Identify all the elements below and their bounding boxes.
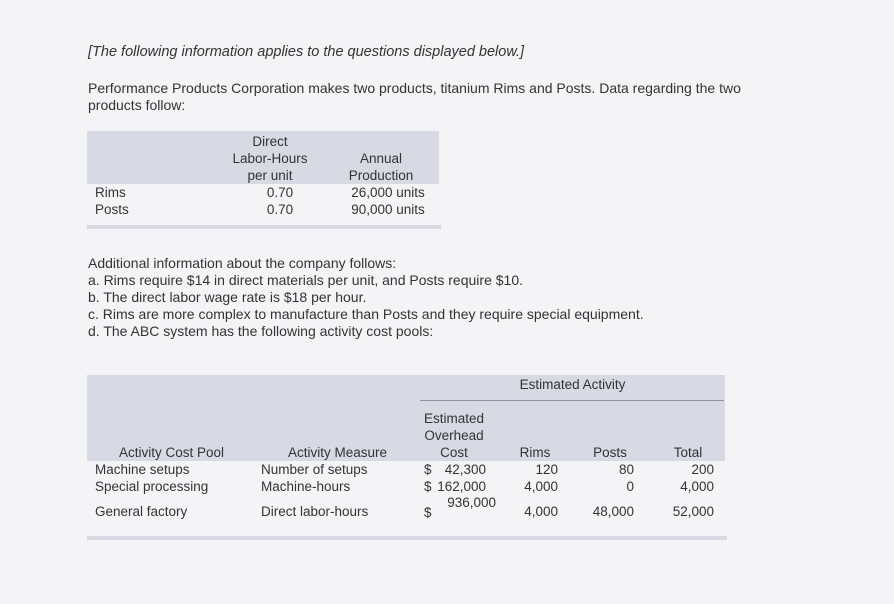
estimated-activity-header: Estimated Activity: [519, 377, 626, 392]
product-dlh-posts: 0.70: [266, 202, 294, 217]
cost-dollar-sign: $: [424, 479, 432, 494]
additional-info: [88, 255, 644, 340]
posts-special-processing: 0: [626, 479, 634, 494]
dlh-header-line2: Labor-Hours: [232, 151, 308, 166]
production-header-line1: Annual: [359, 151, 403, 166]
cost-dollar-sign: $: [424, 505, 432, 520]
additional-info-intro: Additional information about the company follows:: [88, 255, 397, 271]
rims-machine-setups: 120: [535, 462, 558, 477]
pool-column-header: Activity Cost Pool: [119, 445, 225, 460]
activity-table-bottom-rule: [87, 536, 727, 540]
total-special-processing: 4,000: [680, 479, 714, 494]
production-header-line2: Production: [348, 168, 414, 183]
product-name-rims: Rims: [95, 185, 126, 200]
products-table-bottom-rule: [87, 225, 441, 229]
product-name-posts: Posts: [95, 202, 129, 217]
rims-column-header: Rims: [519, 445, 551, 460]
additional-info-item-b: b. The direct labor wage rate is $18 per hour.: [88, 289, 367, 305]
dlh-header-line1: Direct: [252, 134, 288, 149]
additional-info-item-a: a. Rims require $14 in direct materials per unit, and Posts require $10.: [88, 272, 523, 288]
total-machine-setups: 200: [691, 462, 714, 477]
product-production-rims: 26,000 units: [351, 185, 425, 200]
additional-info-item-c: c. Rims are more complex to manufacture than Posts and they require special equipment.: [88, 306, 644, 322]
cost-general-factory: 936,000: [447, 495, 496, 510]
cost-special-processing: 162,000: [437, 479, 486, 494]
product-production-posts: 90,000 units: [351, 202, 425, 217]
cost-machine-setups: 42,300: [444, 462, 486, 477]
additional-info-item-d: d. The ABC system has the following activity cost pools:: [88, 323, 434, 339]
cost-dollar-sign: $: [424, 462, 432, 477]
intro-note: [The following information applies to the questions displayed below.]: [88, 44, 525, 60]
pool-special-processing: Special processing: [95, 479, 209, 494]
overhead-header-line2: Overhead: [424, 428, 484, 443]
measure-machine-setups: Number of setups: [261, 462, 368, 477]
posts-machine-setups: 80: [618, 462, 634, 477]
product-dlh-rims: 0.70: [266, 185, 294, 200]
overhead-header-line3: Cost: [440, 445, 468, 460]
total-general-factory: 52,000: [672, 504, 714, 519]
estimated-activity-rule: [420, 400, 724, 401]
rims-general-factory: 4,000: [524, 504, 558, 519]
intro-paragraph: Performance Products Corporation makes two products, titanium Rims and Posts. Data regarding the two products follow:: [88, 80, 741, 113]
measure-general-factory: Direct labor-hours: [261, 504, 369, 519]
dlh-header-line3: per unit: [247, 168, 293, 183]
overhead-header-line1: Estimated: [423, 411, 485, 426]
rims-special-processing: 4,000: [524, 479, 558, 494]
posts-general-factory: 48,000: [592, 504, 634, 519]
measure-special-processing: Machine-hours: [261, 479, 351, 494]
posts-column-header: Posts: [593, 445, 627, 460]
total-column-header: Total: [673, 445, 703, 460]
measure-column-header: Activity Measure: [288, 445, 388, 460]
pool-general-factory: General factory: [95, 504, 188, 519]
pool-machine-setups: Machine setups: [95, 462, 190, 477]
